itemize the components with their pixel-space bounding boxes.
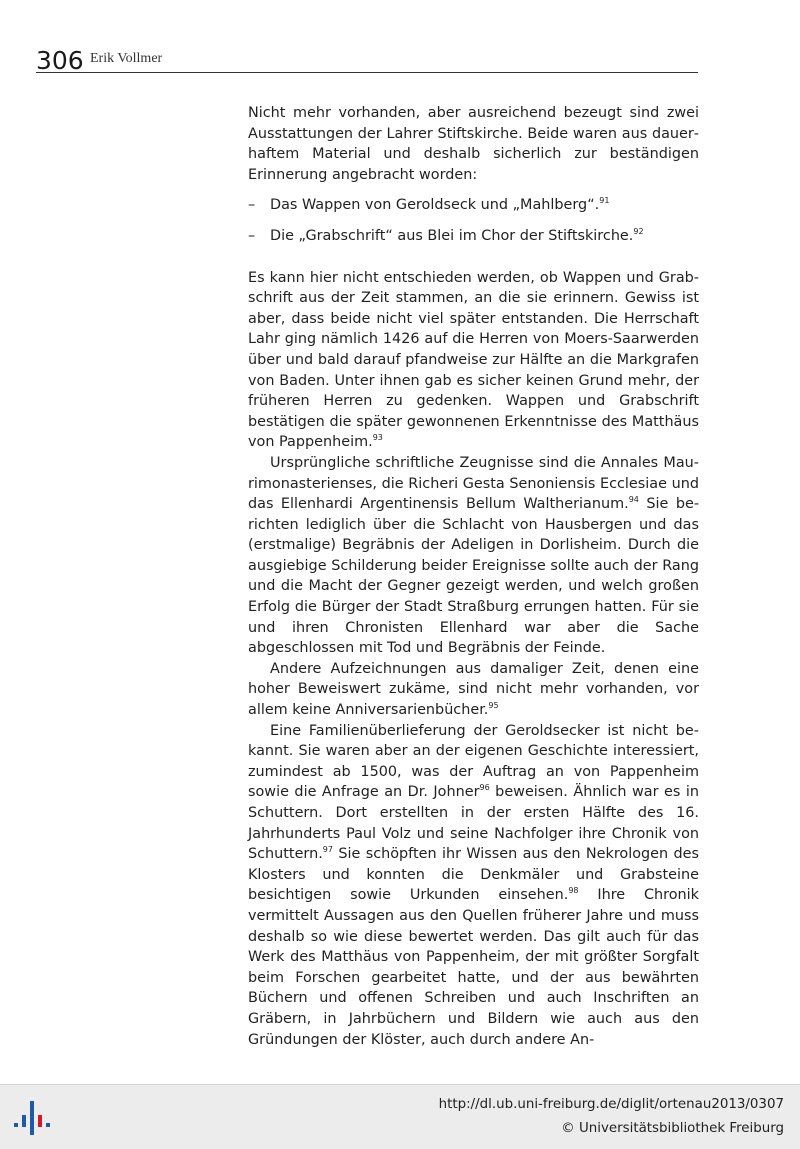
footnote-ref[interactable]: 95 bbox=[488, 701, 499, 711]
footnote-ref[interactable]: 91 bbox=[599, 196, 610, 206]
logo-block bbox=[38, 1115, 42, 1127]
enumeration-list bbox=[248, 195, 699, 246]
list-item: – Das Wappen von Geroldseck und „Mahlberg“.$^{91}$ bbox=[248, 195, 699, 216]
body-paragraph: Ursprüngliche schriftliche Zeugnisse sind die Annales Maurimonasterienses, die Richeri Gesta Senoniensis Ecclesiae und das Ellenhardi Argentinensis Bellum Waltherianum.$^{94}$ Sie berichten lediglich über die Schlacht von Hausbergen und das (erstmalige) Begräbnis der Adeligen in Dorlisheim. Durch die ausgiebige Schilderung beider Ereignisse sollte auch der Rang und die Macht der Gegner gezeigt werden, und welch großen Erfolg die Bürger der Stadt Straßburg errungen hatten. Für sie und ihren Chronisten Ellenhard war aber die Sache abgeschlossen mit Tod und Begräbnis der Feinde. bbox=[248, 454, 700, 657]
running-head-author: Erik Vollmer bbox=[90, 51, 163, 66]
intro-paragraph: Nicht mehr vorhanden, aber ausreichend bezeugt sind zwei Ausstattungen der Lahrer Stiftskirche. Beide waren aus dauerhaftem Material und deshalb sicherlich zur beständigen Erinnerung angebracht worden: bbox=[248, 105, 699, 183]
footnote-ref[interactable]: 96 bbox=[479, 783, 490, 793]
body-paragraph: Eine Familienüberlieferung der Geroldsecker ist nicht bekannt. Sie waren aber an der eigenen Geschichte interessiert, zumindest ab 1500, was der Auftrag an von Pappenheim sowie die Anfrage an Dr. Johner$^{96}$ beweisen. Ähnlich war es in Schuttern. Dort erstellten in der ersten Hälfte des 16. Jahrhunderts Paul Volz und seine Nachfolger ihre Chronik von Schuttern.$^{97}$ Sie schöpften ihr Wissen aus den Nekrologen des Klosters und konnten die Denkmäler und Grabsteine besichtigen sowie Urkunden einsehen.$^{98}$ Ihre Chronik vermittelt Aussagen aus den Quellen früherer Jahre und muss deshalb so wie diese bewertet werden. Das gilt auch für das Werk des Matthäus von Pappenheim, der mit größter Sorgfalt beim Forschen gearbeitet hatte, und der aus bewährten Büchern und offenen Schreiben und auch Inschriften an Gräbern, in Jahrbüchern und Bildern wie auch aus den Gründungen der Klöster, auch durch andere An- bbox=[248, 722, 699, 1048]
dash-marker: – bbox=[248, 227, 256, 244]
list-item: – Die „Grabschrift“ aus Blei im Chor der Stiftskirche.$^{92}$ bbox=[248, 226, 699, 247]
copyright-text: © Universitätsbibliothek Freiburg bbox=[561, 1121, 784, 1136]
footnote-ref[interactable]: 97 bbox=[322, 845, 333, 855]
footnote-ref[interactable]: 93 bbox=[372, 433, 383, 443]
footnote-ref[interactable]: 98 bbox=[568, 886, 579, 896]
logo-block bbox=[22, 1115, 26, 1127]
running-header bbox=[36, 44, 698, 73]
footnote-ref[interactable]: 94 bbox=[628, 495, 639, 505]
footnote-ref[interactable]: 92 bbox=[633, 226, 644, 236]
page-number: 306 bbox=[36, 46, 84, 75]
ub-freiburg-logo-icon bbox=[12, 1099, 52, 1139]
logo-block bbox=[30, 1101, 34, 1135]
permalink-url[interactable]: http://dl.ub.uni-freiburg.de/diglit/ortenau2013/0307 bbox=[438, 1097, 784, 1112]
dash-marker: – bbox=[248, 197, 256, 214]
main-text bbox=[248, 103, 699, 1050]
logo-block bbox=[46, 1123, 50, 1127]
body-paragraph: Andere Aufzeichnungen aus damaliger Zeit, denen eine hoher Beweiswert zukäme, sind nicht mehr vorhanden, vor allem keine Anniversarienbücher.$^{95}$ bbox=[248, 660, 699, 719]
logo-block bbox=[14, 1123, 18, 1127]
body-paragraph: Es kann hier nicht entschieden werden, ob Wappen und Grabschrift aus der Zeit stammen, an die sie erinnern. Gewiss ist aber, dass beide nicht viel später entstanden. Die Herrschaft Lahr ging nämlich 1426 auf die Herren von Moers-Saarwerden über und bald darauf pfandweise zur Hälfte an die Markgrafen von Baden. Unter ihnen gab es sicher keinen Grund mehr, der früheren Herren zu gedenken. Wappen und Grabschrift bestätigen die später gewonnenen Erkenntnisse des Matthäus von Pappenheim.$^{93}$ bbox=[248, 269, 699, 451]
viewer-footer bbox=[0, 1084, 800, 1149]
